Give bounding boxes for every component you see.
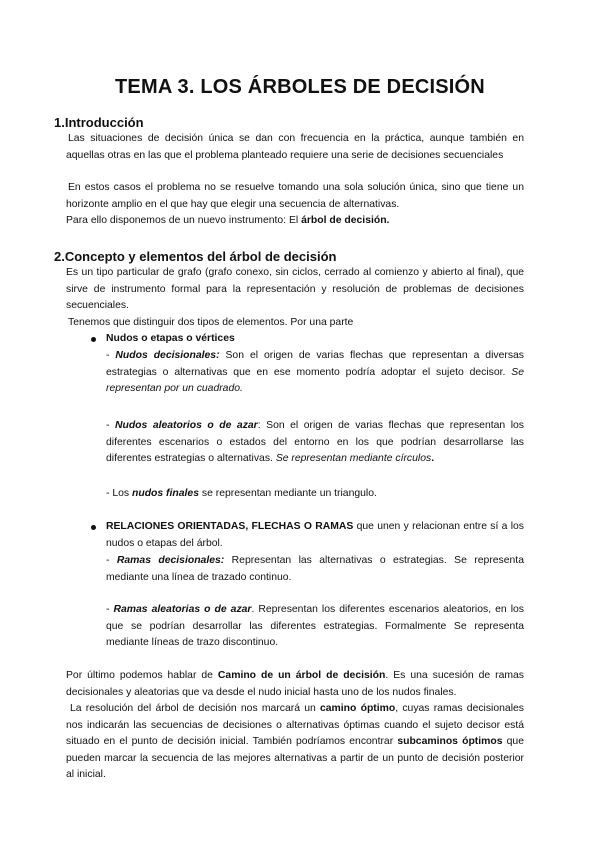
section1-number: 1.: [54, 115, 65, 130]
bullet2-title-text: RELACIONES ORIENTADAS, FLECHAS O RAMAS: [106, 521, 354, 532]
bullet1-item3: [106, 486, 377, 503]
bullet1-item1: [106, 348, 524, 398]
bullet1-item2-text: : Son el origen de varias flechas que representan los diferentes escenarios o estados del entorno en los que podrían desarrollarse las diferentes estrategias o alternativas.: [106, 420, 524, 464]
dash: -: [106, 420, 115, 431]
section2-number: 2.: [54, 249, 65, 264]
bullet1-item1-text: Son el origen de varias flechas que representan a diversas estrategias o alternativas que en ese momento podría adoptar el sujeto decisor.: [106, 350, 524, 378]
section2-paragraph-3: [66, 668, 524, 701]
section2-p1-text: Es un tipo particular de grafo (grafo conexo, sin ciclos, cerrado al comienzo y abierto al final), que sirve de instrumento formal para la representación y resolución de problemas de decisiones secuenciales.: [66, 267, 524, 311]
bullet2-title: [106, 519, 524, 552]
nudos-finales-term: nudos finales: [132, 488, 199, 499]
section2-paragraph-4: [66, 701, 524, 784]
section1-title: Introducción: [64, 115, 144, 130]
section2-title: Concepto y elementos del árbol de decisión: [64, 249, 337, 264]
bullet2-item1-text: Representan las alternativas o estrategias. Se representa mediante una línea de trazado continuo.: [106, 555, 524, 583]
p4-text-c: , cuyas ramas decisionales nos indicarán las secuencias de decisiones o alternativas óptimas cuando el sujeto decisor está situado en el punto de decisión inicial. También podríamos encontrar: [66, 703, 524, 747]
nudos-aleatorios-term: Nudos aleatorios o de azar: [114, 420, 258, 431]
bullet2-item2-text: . Representan los diferentes escenarios aleatorios, en los que se podrían desarrollar las diferentes estrategias. Formalmente Se representa mediante líneas de trazo discontinuo.: [106, 604, 524, 648]
section1-heading: [54, 115, 144, 130]
ramas-aleatorias-term: Ramas aleatorias o de azar: [113, 604, 252, 615]
bullet1-title: [106, 331, 235, 348]
bullet2-title-rest: que unen y relacionan entre sí a los nudos o etapas del árbol.: [106, 521, 524, 549]
bullet2-item1: [106, 553, 524, 586]
p3-text-a: Por último podemos hablar de: [66, 670, 218, 681]
period: .: [431, 453, 435, 464]
p3-text-c: . Es una sucesión de ramas decisionales y aleatorias que va desde el nudo inicial hasta uno de los nudos finales.: [66, 670, 524, 698]
bullet1-item3-text: se representan mediante un triangulo.: [198, 488, 377, 499]
p4-text-e: que pueden marcar la secuencia de las mejores alternativas a partir de un punto de decisión posterior al inicial.: [66, 736, 524, 780]
dash: -: [106, 555, 117, 566]
bullet2-item2: [106, 602, 524, 652]
bullet1-item1-italic: Se representan por un cuadrado.: [106, 366, 524, 394]
subcaminos-optimos-term: subcaminos óptimos: [397, 736, 503, 747]
bullet1-item2-italic: Se representan mediante círculos: [275, 453, 432, 464]
dash: -: [106, 350, 116, 361]
bullet1-title-text: Nudos o etapas o vértices: [106, 333, 235, 344]
bullet-dot-icon: [91, 525, 96, 530]
bullet-dot-icon: [91, 337, 96, 342]
dash: -: [106, 604, 114, 615]
bullet1-item3-prefix: - Los: [106, 488, 132, 499]
section2-paragraph-1: [66, 265, 524, 315]
camino-term: Camino de un árbol de decisión: [217, 670, 386, 681]
section2-paragraph-2: Tenemos que distinguir dos tipos de elementos. Por una parte: [68, 317, 354, 328]
section1-paragraph-1: Las situaciones de decisión única se dan con frecuencia en la práctica, aunque también en aquellas otras en las que el problema planteado requiere una serie de decisiones secuenciales: [66, 133, 524, 161]
bullet1-item2: [106, 418, 524, 468]
p4-text-a: La resolución del árbol de decisión nos marcará un: [70, 703, 320, 714]
page-title: TEMA 3. LOS ÁRBOLES DE DECISIÓN: [115, 76, 485, 98]
camino-optimo-term: camino óptimo: [320, 703, 396, 714]
section1-paragraph-3: [66, 213, 389, 230]
nudos-decisionales-term: Nudos decisionales:: [115, 350, 220, 361]
section1-p3-text: Para ello disponemos de un nuevo instrumento: El: [66, 215, 302, 226]
decision-tree-term: árbol de decisión.: [301, 215, 390, 226]
section1-paragraph-2: En estos casos el problema no se resuelve tomando una sola solución única, sino que tiene un horizonte amplio en el que hay que elegir una secuencia de alternativas.: [66, 182, 524, 210]
section2-heading: [54, 249, 336, 264]
ramas-decisionales-term: Ramas decisionales:: [116, 555, 225, 566]
